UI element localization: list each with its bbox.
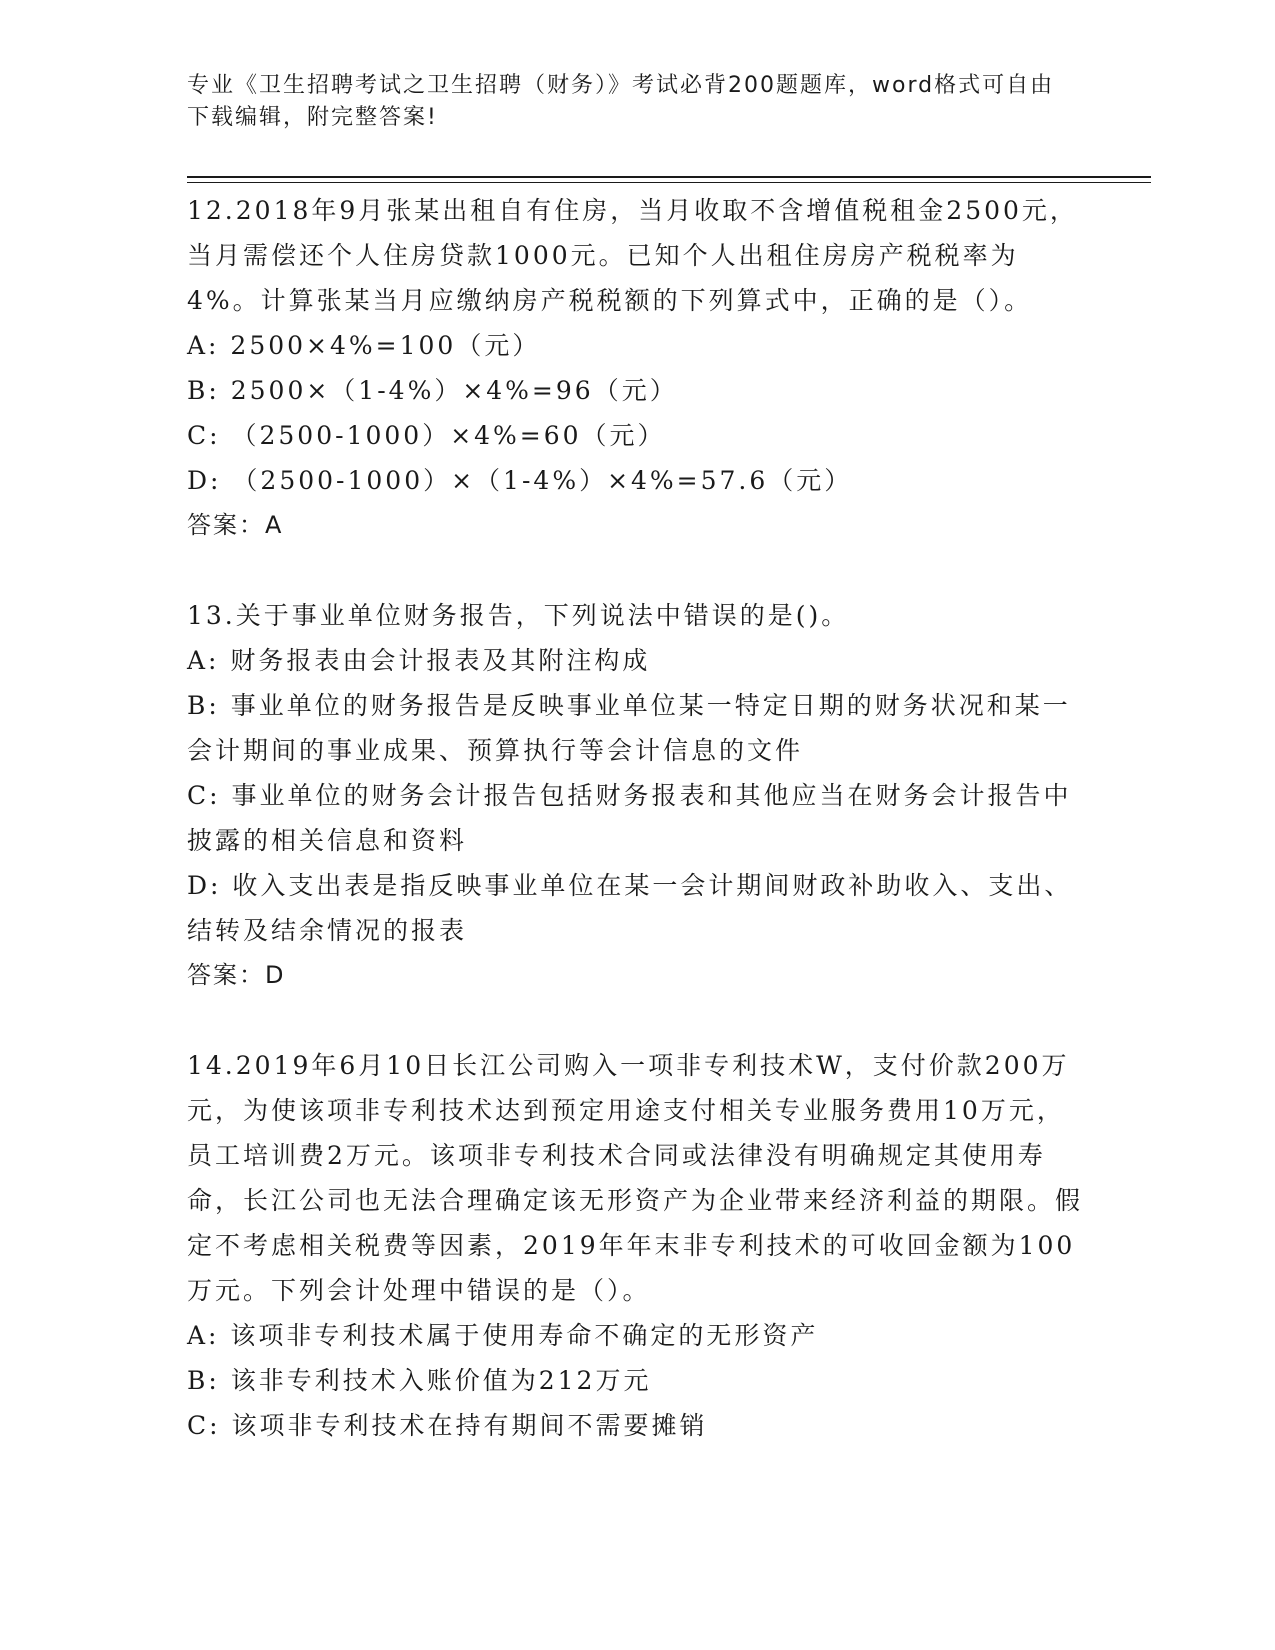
answer-label: 答案：A	[187, 511, 284, 539]
question-spacer	[187, 998, 1087, 1043]
option-a: A: 该项非专利技术属于使用寿命不确定的无形资产	[187, 1321, 819, 1350]
question-12	[187, 188, 1087, 548]
header-divider-thin	[187, 182, 1151, 183]
question-14	[187, 1043, 1087, 1448]
option-b: B: 2500×（1-4%）×4%=96（元）	[187, 376, 678, 405]
question-list	[187, 188, 1087, 1448]
answer-label: 答案：D	[187, 961, 286, 989]
option-d: D: 收入支出表是指反映事业单位在某一会计期间财政补助收入、支出、结转及结余情况的报表	[187, 871, 1073, 945]
option-c: C: 该项非专利技术在持有期间不需要摊销	[187, 1411, 708, 1440]
document-header: 专业《卫生招聘考试之卫生招聘（财务）》考试必背200题题库，word格式可自由下载编辑，附完整答案!	[187, 73, 1055, 130]
option-a: A: 财务报表由会计报表及其附注构成	[187, 646, 651, 675]
question-stem: 14.2019年6月10日长江公司购入一项非专利技术W，支付价款200万元，为使该项非专利技术达到预定用途支付相关专业服务费用10万元，员工培训费2万元。该项非专利技术合同或法律没有明确规定其使用寿命，长江公司也无法合理确定该无形资产为企业带来经济利益的期限。假定不考虑相关税费等因素，2019年年末非专利技术的可收回金额为100万元。下列会计处理中错误的是（）。	[187, 1051, 1084, 1305]
header-divider-thick	[187, 176, 1151, 178]
option-b: B: 事业单位的财务报告是反映事业单位某一特定日期的财务状况和某一会计期间的事业成果、预算执行等会计信息的文件	[187, 691, 1071, 765]
option-c: C: 事业单位的财务会计报告包括财务报表和其他应当在财务会计报告中披露的相关信息和资料	[187, 781, 1072, 855]
question-spacer	[187, 548, 1087, 593]
question-13	[187, 593, 1087, 998]
question-stem: 12.2018年9月张某出租自有住房，当月收取不含增值税租金2500元，当月需偿还个人住房贷款1000元。已知个人出租住房房产税税率为4%。计算张某当月应缴纳房产税税额的下列算式中，正确的是（）。	[187, 196, 1078, 315]
option-a: A: 2500×4%=100（元）	[187, 331, 541, 360]
option-d: D: （2500-1000）×（1-4%）×4%=57.6（元）	[187, 466, 853, 495]
question-stem: 13.关于事业单位财务报告，下列说法中错误的是()。	[187, 601, 850, 630]
option-b: B: 该非专利技术入账价值为212万元	[187, 1366, 652, 1395]
option-c: C: （2500-1000）×4%=60（元）	[187, 421, 666, 450]
